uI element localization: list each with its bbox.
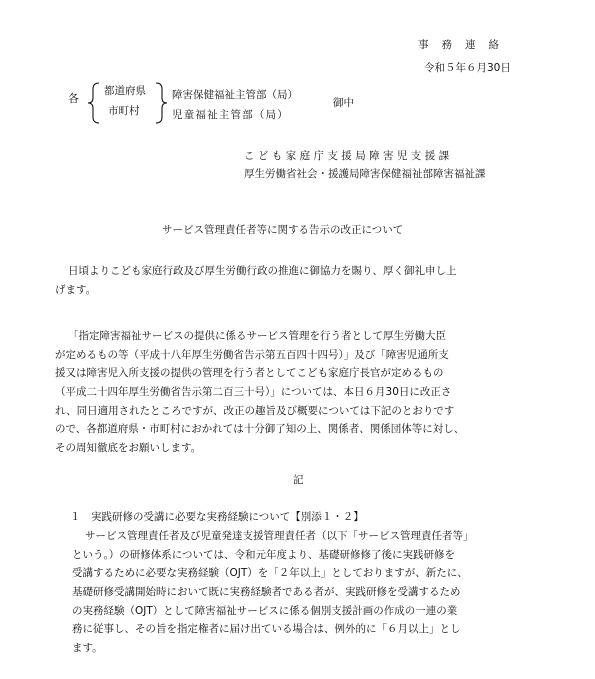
text-line: の実務経験（OJT）として障害福祉サービスに係る個別支援計画の作成の一連の業	[72, 604, 458, 617]
issuer-line-1: こども家庭庁支援局障害児支援課	[244, 150, 453, 162]
text-line: （平成二十四年厚生労働省告示第二百三十号）」については、本日６月30日に改正さ	[55, 386, 452, 399]
ki-marker: 記	[293, 474, 304, 486]
text-line: 受講するために必要な実務経験（OJT）を「２年以上」としておりますが、新たに、	[72, 567, 468, 580]
text-line: れ、同日適用されたところですが、改正の趣旨及び概要については下記のとおりです	[55, 404, 455, 417]
right-brace-icon	[154, 82, 168, 124]
recipient-dept-disability: 障害保健福祉主管部（局）	[172, 89, 298, 101]
text-line: 「指定障害福祉サービスの提供に係るサービス管理を行う者として厚生労働大臣	[68, 330, 446, 342]
text-line: 援又は障害児入所支援の提供の管理を行う者としてこども家庭庁長官が定めるもの	[55, 367, 444, 380]
paragraph-notice	[55, 331, 535, 462]
text-line: 務に従事し、その旨を指定権者に届け出ている場合は、例外的に「６月以上」とし	[72, 623, 461, 636]
recipient-municipality: 市町村	[108, 105, 140, 117]
text-line: が定めるもの等（平成十八年厚生労働省告示第五百四十四号）」及び「障害児通所支	[55, 348, 449, 361]
text-line: ので、各都道府県・市町村におかれては十分御了知の上、関係者、関係団体等に対し、	[55, 423, 465, 436]
recipient-honorific: 御中	[333, 97, 354, 109]
text-line: サービス管理責任者及び児童発達支援管理責任者（以下「サービス管理責任者等」	[85, 530, 474, 542]
text-line: ます。	[72, 642, 103, 655]
document-title: サービス管理責任者等に関する告示の改正について	[162, 224, 404, 236]
recipient-dept-child: 児童福祉主管部（局）	[172, 109, 289, 121]
left-brace-icon	[87, 82, 101, 124]
text-line: その周知徹底をお願いします。	[55, 442, 202, 455]
text-line: げます。	[55, 283, 97, 296]
section-1-body	[55, 531, 535, 662]
text-line: 日頃よりこども家庭行政及び厚生労働行政の推進に御協力を賜り、厚く御礼申し上	[68, 265, 457, 277]
section-1-heading: １ 実践研修の受講に必要な実務経験について【別添１・２】	[70, 511, 364, 523]
recipient-prefecture: 都道府県	[104, 85, 146, 97]
recipient-each: 各	[68, 92, 79, 105]
document-date: 令和５年６月30日	[424, 62, 511, 74]
document-type: 事務連絡	[418, 39, 512, 51]
text-line: という。）の研修体系については、令和元年度より、基礎研修修了後に実践研修を	[72, 548, 456, 561]
text-line: 基礎研修受講開始時において既に実務経験者である者が、実践研修を受講するため	[72, 586, 461, 599]
issuer-line-2: 厚生労働省社会・援護局障害保健福祉部障害福祉課	[244, 168, 486, 180]
paragraph-greeting	[55, 266, 535, 303]
